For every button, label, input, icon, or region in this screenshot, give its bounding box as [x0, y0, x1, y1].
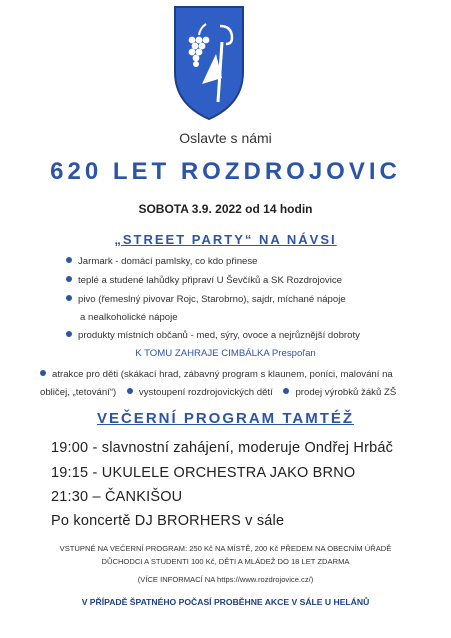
program-item: 19:15 - UKULELE ORCHESTRA JAKO BRNO — [51, 465, 356, 481]
program-item: 21:30 – ČANKIŠOU — [51, 489, 183, 505]
fee-line: VSTUPNÉ NA VEČERNÍ PROGRAM: 250 Kč NA MÍSTĚ, 200 Kč PŘEDEM NA OBECNÍM ÚŘADĚ — [59, 544, 392, 553]
bullet-icon — [283, 388, 289, 394]
bullet-icon — [127, 388, 133, 394]
program-item: Po koncertě DJ BRORHERS v sále — [51, 513, 285, 529]
list-item: atrakce pro děti (skákací hrad, zábavný program s klaunem, poníci, malování na — [40, 369, 393, 380]
bullet-icon — [40, 370, 46, 376]
website-link[interactable]: https://www.rozdrojovice.cz/ — [217, 575, 311, 584]
subtitle: Oslavte s námi — [179, 130, 272, 146]
bullet-icon — [66, 257, 72, 263]
evening-heading: VEČERNÍ PROGRAM TAMTÉŽ — [96, 410, 355, 427]
bullet-icon — [66, 276, 72, 282]
program-item: 19:00 - slavnostní zahájení, moderuje Ondřej Hrbáč — [51, 440, 394, 456]
weather-note: V PŘÍPADĚ ŠPATNÉHO POČASÍ PROBĚHNE AKCE V SÁLE U HELÁNŮ — [81, 597, 370, 607]
coat-of-arms-icon — [172, 4, 246, 122]
list-item-continuation: a nealkoholické nápoje — [80, 312, 178, 323]
music-note: K TOMU ZAHRAJE CIMBÁLKA Prespoľan — [135, 348, 316, 359]
list-item: obličej, „tetování“) vystoupení rozdrojovických dětí prodej výrobků žáků ZŠ — [40, 387, 397, 398]
list-item: Jarmark - domácí pamlsky, co kdo přinese — [66, 256, 258, 267]
fee-line: DŮCHODCI A STUDENTI 100 Kč, DĚTI A MLÁDEŽ DO 18 LET ZDARMA — [101, 557, 350, 566]
street-party-heading: „STREET PARTY“ NA NÁVSI — [114, 232, 337, 247]
list-item: produkty místních občanů - med, sýry, ovoce a nejrůznější dobroty — [66, 330, 360, 341]
bullet-icon — [66, 331, 72, 337]
list-item: pivo (řemeslný pivovar Rojc, Starobrno), sajdr, míchané nápoje — [66, 294, 346, 305]
event-date: SOBOTA 3.9. 2022 od 14 hodin — [138, 202, 313, 216]
list-item: teplé a studené lahůdky připraví U Ševčíků a SK Rozdrojovice — [66, 275, 342, 286]
bullet-icon — [66, 295, 72, 301]
page-title: 620 LET ROZDROJOVIC — [50, 158, 401, 185]
info-line: (VÍCE INFORMACÍ NA https://www.rozdrojovice.cz/) — [137, 575, 314, 584]
